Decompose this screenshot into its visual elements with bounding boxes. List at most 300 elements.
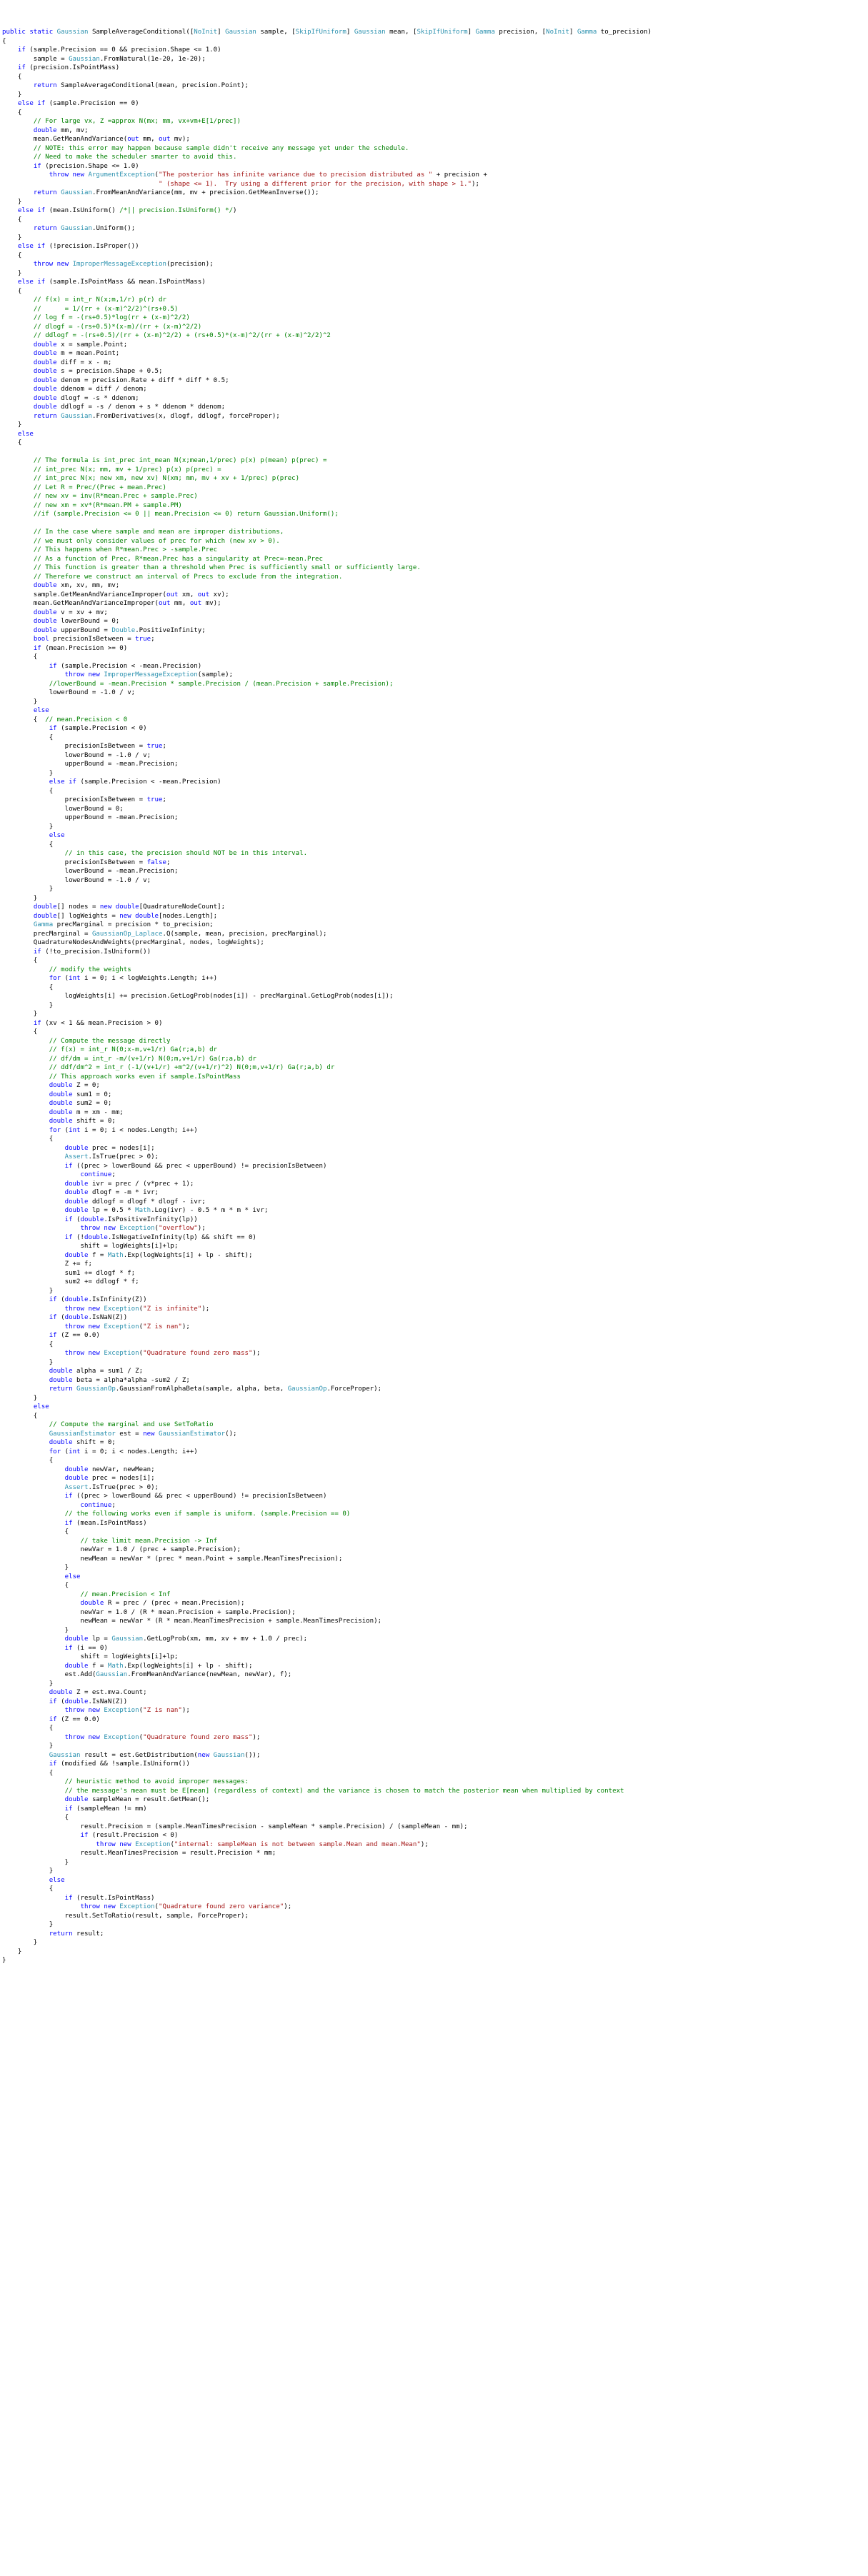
string-literal: "internal: sampleMean is not between sample.Mean and mean.Mean" — [174, 1840, 421, 1848]
comment: // The formula is int_prec int_mean N(x;mean,1/prec) p(x) p(mean) p(prec) = — [33, 457, 327, 464]
keyword: if — [49, 1715, 57, 1723]
code-text — [2, 564, 34, 571]
comment: // As a function of Prec, R*mean.Prec has a singularity at Prec=-mean.Prec — [33, 555, 323, 563]
code-text: ); — [420, 1840, 429, 1848]
code-text: } — [2, 1939, 38, 1946]
keyword: double — [64, 1796, 89, 1803]
keyword: double — [64, 1698, 89, 1705]
code-text: { — [2, 109, 22, 116]
type-name: NoInit — [546, 29, 569, 36]
type-name: Exception — [104, 1733, 139, 1741]
code-text: beta = alpha*alpha -sum2 / Z; — [72, 1376, 190, 1384]
type-name: Gamma — [577, 29, 597, 36]
code-text: } — [2, 1743, 54, 1750]
code-text — [2, 207, 18, 214]
code-line — [2, 269, 868, 279]
code-text: SampleAverageConditional([ — [88, 29, 194, 36]
code-text: to_precision) — [597, 29, 652, 36]
type-name: Exception — [119, 1903, 155, 1910]
code-line — [2, 849, 868, 858]
keyword: out — [127, 136, 139, 143]
code-text — [2, 1056, 49, 1063]
code-text: result.MeanTimesPrecision = result.Precision * mm; — [2, 1850, 276, 1857]
code-line — [2, 796, 868, 805]
code-line — [2, 1403, 868, 1412]
code-text: ( — [139, 1707, 144, 1714]
code-text — [2, 493, 34, 500]
keyword: else — [64, 1573, 81, 1580]
keyword: int — [69, 1448, 81, 1455]
code-text: prec = nodes[i]; — [88, 1475, 155, 1482]
code-text: ( — [72, 1216, 81, 1223]
code-text: QuadratureNodesAndWeights(precMarginal, nodes, logWeights); — [2, 939, 264, 946]
code-text — [2, 1181, 65, 1188]
type-name: Double — [111, 626, 136, 634]
code-line — [2, 930, 868, 939]
keyword: return — [33, 189, 57, 196]
code-text: } — [2, 769, 54, 777]
code-text — [2, 1163, 65, 1170]
code-text: ( — [56, 1296, 65, 1303]
code-line — [2, 1608, 868, 1618]
keyword: double — [64, 1180, 89, 1188]
code-text: SampleAverageConditional(mean, precision.Point); — [56, 82, 249, 89]
code-text: i = 0; i < logWeights.Length; i++) — [80, 975, 218, 982]
code-text — [2, 1439, 49, 1446]
keyword: else — [33, 707, 49, 714]
code-text — [2, 1421, 49, 1428]
code-line — [2, 1795, 868, 1805]
comment: // f(x) = int_r N(x;m,1/r) p(r) dr — [33, 296, 166, 304]
type-name: Math — [107, 1662, 124, 1670]
code-text: dlogf = -m * ivr; — [88, 1189, 159, 1196]
code-line — [2, 1376, 868, 1385]
code-line — [2, 1448, 868, 1457]
code-text: ( — [154, 1903, 159, 1910]
code-text: ] — [217, 29, 226, 36]
code-line — [2, 1251, 868, 1261]
code-line — [2, 1385, 868, 1394]
code-text: .Q(sample, mean, precision, precMarginal); — [162, 930, 327, 938]
type-name: ArgumentException — [88, 171, 155, 179]
code-text: { — [2, 1136, 54, 1143]
comment: // mean.Precision < 0 — [45, 716, 128, 723]
code-text: mm, — [139, 136, 159, 143]
keyword: double — [49, 1368, 73, 1375]
comment: //if (sample.Precision <= 0 || mean.Precision <= 0) return Gaussian.Uniform(); — [33, 511, 339, 518]
keyword: double — [33, 350, 57, 357]
code-line — [2, 46, 868, 55]
code-line — [2, 1840, 868, 1850]
type-name: Gamma — [33, 921, 54, 928]
code-text — [2, 1689, 49, 1696]
code-line — [2, 1260, 868, 1269]
code-text: (sample.Precision < -mean.Precision) — [76, 778, 221, 786]
code-text — [2, 1296, 49, 1303]
code-line — [2, 1903, 868, 1912]
code-line — [2, 1091, 868, 1100]
comment: // mean.Precision < Inf — [80, 1590, 171, 1598]
code-text — [2, 1796, 65, 1803]
string-literal: "Quadrature found zero mass" — [143, 1350, 253, 1357]
type-name: Gaussian — [213, 1751, 245, 1759]
code-line — [2, 1233, 868, 1243]
code-line — [2, 599, 868, 608]
keyword: throw new — [33, 261, 73, 268]
code-line — [2, 938, 868, 948]
type-name: ImproperMessageException — [72, 261, 166, 268]
keyword: double — [49, 1091, 73, 1098]
code-line — [2, 1162, 868, 1171]
keyword: out — [189, 600, 202, 607]
comment: // For large vx, Z =approx N(mx; mm, vx+vm+E[1/prec]) — [33, 118, 241, 125]
code-line — [2, 323, 868, 332]
code-line — [2, 983, 868, 993]
code-text: (precision.IsPointMass) — [25, 64, 120, 71]
keyword: out — [197, 591, 210, 598]
code-text: .FromMeanAndVariance(newMean, newVar), f); — [127, 1671, 292, 1678]
code-text: i = 0; i < nodes.Length; i++) — [80, 1448, 198, 1455]
keyword: double — [64, 1314, 89, 1321]
code-line — [2, 688, 868, 698]
code-text: ddlogf = -s / denom + s * ddenom * ddenom; — [56, 404, 226, 411]
code-text — [2, 350, 34, 357]
keyword: if — [64, 1644, 73, 1652]
code-text: ] — [467, 29, 476, 36]
code-line — [2, 519, 868, 528]
keyword: double — [64, 1251, 89, 1259]
code-line — [2, 1340, 868, 1350]
code-text: .IsTrue(prec > 0); — [88, 1483, 159, 1491]
code-line — [2, 1420, 868, 1430]
code-line — [2, 813, 868, 823]
code-line — [2, 1948, 868, 1957]
code-text — [2, 636, 34, 643]
code-text: upperBound = -mean.Precision; — [2, 814, 179, 821]
keyword: if — [49, 725, 57, 732]
code-text — [2, 1895, 65, 1902]
code-text — [2, 511, 34, 518]
keyword: throw new — [80, 1225, 120, 1232]
code-text — [2, 1252, 65, 1259]
code-text: } — [2, 894, 38, 902]
code-text: + precision + — [432, 171, 487, 179]
code-text: .FromMeanAndVariance(mm, mv + precision.GetMeanInverse()); — [91, 189, 319, 196]
code-text: (result.IsPointMass) — [72, 1894, 155, 1902]
code-text: precisionIsBetween = — [2, 743, 147, 750]
code-text: { — [2, 1528, 69, 1535]
code-text — [2, 413, 34, 420]
code-text: mm, — [170, 600, 190, 607]
code-text: newMean = newVar * (R * mean.MeanTimesPrecision + sample.MeanTimesPrecision); — [2, 1618, 382, 1625]
code-text: shift = 0; — [72, 1439, 116, 1446]
comment: // Therefore we construct an interval of Precs to exclude from the integration. — [33, 573, 343, 581]
code-line — [2, 1117, 868, 1126]
code-text: xv); — [209, 591, 229, 598]
code-text — [2, 618, 34, 625]
code-line — [2, 474, 868, 483]
code-text — [2, 1645, 65, 1652]
code-text: } — [2, 1868, 54, 1875]
string-literal: "Quadrature found zero mass" — [143, 1733, 253, 1741]
keyword: new double — [119, 912, 159, 920]
code-text: sample.GetMeanAndVarianceImproper( — [2, 591, 166, 598]
code-text: } — [2, 1011, 38, 1018]
code-text: xm, — [178, 591, 198, 598]
comment: // log f = -(rs+0.5)*log(rr + (x-m)^2/2) — [33, 314, 190, 321]
keyword: throw new — [64, 1733, 104, 1741]
type-name: Gaussian — [56, 29, 89, 36]
code-line — [2, 492, 868, 501]
code-line — [2, 992, 868, 1001]
code-text — [2, 1484, 65, 1491]
code-text — [2, 903, 34, 911]
keyword: else — [17, 430, 34, 438]
code-line — [2, 1653, 868, 1662]
code-line — [2, 287, 868, 296]
code-text — [2, 181, 159, 188]
keyword: else if — [17, 243, 46, 250]
code-text: .GetLogProb(xm, mm, xv + mv + 1.0 / prec); — [143, 1635, 308, 1643]
code-text: ] — [569, 29, 577, 36]
code-text: { — [2, 37, 6, 45]
code-line — [2, 1001, 868, 1011]
code-text: { — [2, 957, 38, 964]
code-text: ( — [139, 1733, 144, 1741]
keyword: true — [146, 743, 163, 750]
code-text: newVar, newMean; — [88, 1465, 155, 1473]
code-text — [2, 359, 34, 366]
type-name: Exception — [104, 1707, 139, 1714]
code-line — [2, 912, 868, 921]
code-text: lowerBound = -1.0 / v; — [2, 876, 151, 884]
code-text — [2, 1760, 49, 1768]
keyword: if — [49, 1698, 57, 1705]
comment: // we must only consider values of prec for which (new xv > 0). — [33, 537, 280, 545]
code-line — [2, 1037, 868, 1046]
comment: // Let R = Prec/(Prec + mean.Prec) — [33, 483, 166, 491]
code-text: ((prec > lowerBound && prec < upperBound) != precisionIsBetween) — [72, 1493, 327, 1500]
comment: // dlogf = -(rs+0.5)*(x-m)/(rr + (x-m)^2/2) — [33, 323, 202, 331]
code-text: xm, xv, mm, mv; — [56, 582, 120, 589]
code-line — [2, 1733, 868, 1743]
code-line — [2, 99, 868, 109]
string-literal: "Quadrature found zero variance" — [159, 1903, 284, 1910]
code-text: mean.GetMeanAndVarianceImproper( — [2, 600, 159, 607]
keyword: if — [17, 64, 26, 71]
code-line — [2, 1724, 868, 1733]
code-text: (sampleMean != mm) — [72, 1805, 147, 1813]
code-text — [2, 1377, 49, 1384]
code-line — [2, 1331, 868, 1340]
comment: // In the case where sample and mean are improper distributions, — [33, 528, 284, 536]
code-line — [2, 760, 868, 769]
comment: // the message's mean must be E[mean] (regardless of context) and the variance is chosen to match the posterior mean when multiplied by context — [64, 1787, 624, 1795]
code-text — [2, 64, 18, 71]
type-name: GaussianOp — [287, 1385, 327, 1393]
code-line — [2, 787, 868, 796]
code-line — [2, 841, 868, 850]
code-text: alpha = sum1 / Z; — [72, 1368, 144, 1375]
type-name: NoInit — [194, 29, 218, 36]
code-text: (!precision.IsProper()) — [45, 243, 139, 250]
code-text: } — [2, 1948, 22, 1955]
code-text — [2, 1171, 81, 1178]
keyword: double — [33, 404, 57, 411]
keyword: double — [49, 1118, 73, 1125]
code-text: result.SetToRatio(result, sample, ForceProper); — [2, 1912, 249, 1920]
code-line — [2, 1528, 868, 1537]
code-line — [2, 37, 868, 46]
code-text: } — [2, 1680, 54, 1688]
code-text — [2, 1600, 81, 1607]
code-text — [2, 645, 34, 652]
keyword: double — [33, 626, 57, 634]
code-text — [2, 279, 18, 286]
type-name: Exception — [135, 1840, 171, 1848]
code-text: mean, [ — [385, 29, 417, 36]
keyword: double — [49, 1439, 73, 1446]
code-text: { — [2, 439, 22, 446]
code-text: ddenom = diff / denom; — [56, 386, 147, 393]
code-line — [2, 867, 868, 876]
code-line — [2, 733, 868, 743]
code-line — [2, 1501, 868, 1510]
code-line — [2, 1010, 868, 1019]
code-line — [2, 1912, 868, 1921]
code-text: (xv < 1 && mean.Precision > 0) — [41, 1019, 163, 1027]
code-line — [2, 706, 868, 716]
code-text — [2, 332, 34, 339]
code-text — [2, 1591, 81, 1598]
keyword: double — [33, 359, 57, 366]
code-line — [2, 1831, 868, 1840]
code-line — [2, 305, 868, 314]
code-text: mv); — [201, 600, 221, 607]
code-line — [2, 180, 868, 189]
type-name: GaussianEstimator — [159, 1430, 226, 1438]
code-text — [2, 1073, 49, 1081]
code-text: { — [2, 1412, 38, 1420]
keyword: double — [33, 912, 57, 920]
type-name: Gamma — [475, 29, 495, 36]
code-line — [2, 1349, 868, 1358]
comment: // Need to make the scheduler smarter to avoid this. — [33, 154, 237, 161]
comment: // ddf/dm^2 = int_r (-1/(v+1/r) +m^2/(v+1/r)^2) N(0;m,v+1/r) Ga(r;a,b) dr — [49, 1064, 335, 1071]
code-line — [2, 1805, 868, 1814]
code-text — [2, 975, 49, 982]
code-line — [2, 885, 868, 894]
code-text — [2, 850, 65, 857]
code-text — [2, 1332, 49, 1339]
code-line — [2, 1867, 868, 1876]
code-line — [2, 1599, 868, 1608]
code-line — [2, 385, 868, 394]
code-text — [2, 1323, 65, 1330]
code-text: } — [2, 234, 22, 241]
keyword: double — [49, 1100, 73, 1107]
code-text — [2, 431, 18, 438]
code-line — [2, 1028, 868, 1037]
code-text: ( — [170, 1840, 174, 1848]
keyword: double — [33, 618, 57, 625]
code-text — [2, 261, 34, 268]
code-text — [2, 1805, 65, 1813]
code-text — [2, 1403, 34, 1410]
comment: // new xm = xv*(R*mean.PM + sample.PM) — [33, 501, 182, 509]
type-name: Gaussian — [69, 55, 100, 63]
code-text: ddlogf = dlogf * dlogf - ivr; — [88, 1198, 206, 1206]
code-line — [2, 671, 868, 680]
type-name: Exception — [119, 1225, 155, 1232]
code-line — [2, 1644, 868, 1653]
keyword: public static — [2, 29, 57, 36]
code-text: [nodes.Length]; — [159, 912, 218, 920]
code-text — [2, 1225, 81, 1232]
code-text: .Exp(logWeights[i] + lp - shift); — [123, 1662, 253, 1670]
code-text: lp = — [88, 1635, 112, 1643]
keyword: double — [64, 1475, 89, 1482]
code-line — [2, 438, 868, 448]
code-text — [2, 1832, 81, 1839]
code-text: .IsNaN(Z)) — [88, 1314, 128, 1321]
code-line — [2, 894, 868, 903]
code-line — [2, 1046, 868, 1055]
comment: // int_prec N(x; new xm, new xv) N(xm; mm, mv + xv + 1/prec) p(prec) — [33, 475, 300, 482]
code-text — [2, 1448, 49, 1455]
code-text: mm, mv; — [56, 126, 89, 134]
code-text — [2, 1841, 96, 1848]
code-text: ( — [139, 1323, 144, 1330]
type-name: Gaussian — [61, 189, 92, 196]
keyword: throw new — [64, 1323, 104, 1330]
comment: // Compute the message directly — [49, 1037, 171, 1045]
code-text — [2, 948, 34, 956]
keyword: else if — [17, 279, 46, 286]
code-line — [2, 278, 868, 287]
code-text: sum1 = 0; — [72, 1091, 112, 1098]
code-text — [2, 225, 34, 232]
code-line — [2, 563, 868, 573]
code-line — [2, 1930, 868, 1939]
code-line — [2, 73, 868, 82]
code-text: { — [2, 841, 54, 848]
code-text — [2, 1046, 49, 1053]
code-text — [2, 368, 34, 375]
code-line — [2, 662, 868, 671]
comment: // Compute the marginal and use SetToRatio — [49, 1421, 214, 1428]
code-line — [2, 1305, 868, 1314]
code-line — [2, 805, 868, 814]
code-text: { — [2, 73, 22, 81]
code-text — [2, 1314, 49, 1321]
type-name: Gaussian — [49, 1751, 81, 1759]
code-text: ( — [154, 171, 159, 179]
code-text — [2, 1475, 65, 1482]
code-text: { — [2, 653, 38, 661]
code-line — [2, 1956, 868, 1965]
code-line — [2, 144, 868, 154]
keyword: else if — [49, 778, 77, 786]
code-line — [2, 1680, 868, 1689]
code-text — [2, 832, 49, 839]
code-text: sample = — [2, 55, 69, 63]
code-text: est = — [115, 1430, 144, 1438]
code-line — [2, 1412, 868, 1421]
type-name: SkipIfUniform — [416, 29, 468, 36]
code-text: { — [2, 716, 46, 723]
keyword: double — [33, 386, 57, 393]
